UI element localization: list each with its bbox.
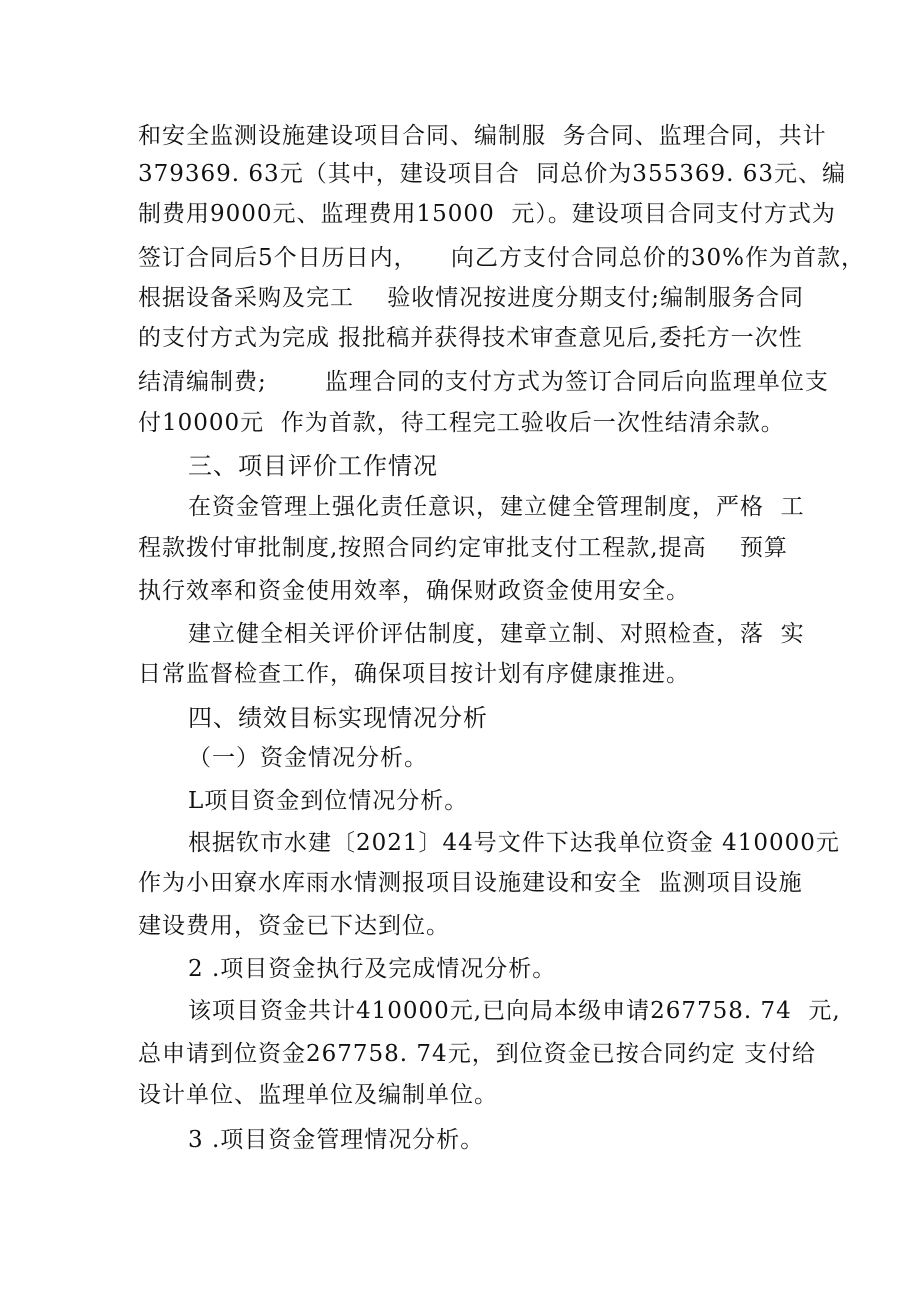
subsection-heading-1: （一）资金情况分析。 xyxy=(188,745,428,771)
section-heading-3: 三、项目评价工作情况 xyxy=(188,452,438,480)
paragraph-line-6: 的支付方式为完成 报批稿并获得技术审查意见后,委托方一次性 xyxy=(138,325,803,351)
paragraph-line-5: 根据设备采购及完工 验收情况按进度分期支付;编制服务合同 xyxy=(138,285,804,311)
paragraph-line-4: 签订合同后5个日历日内， 向乙方支付合同总价的30%作为首款， xyxy=(138,245,865,271)
item-heading-2: 2 .项目资金执行及完成情况分析。 xyxy=(188,956,557,982)
item-heading-1: L项目资金到位情况分析。 xyxy=(188,788,469,814)
paragraph-line-18: 总申请到位资金267758. 74元，到位资金已按合同约定 支付给 xyxy=(138,1041,816,1067)
paragraph-line-7: 结清编制费; 监理合同的支付方式为签订合同后向监理单位支 xyxy=(138,369,829,395)
paragraph-line-13: 日常监督检查工作，确保项目按计划有序健康推进。 xyxy=(138,661,690,687)
paragraph-line-1: 和安全监测设施建设项目合同、编制服 务合同、监理合同，共计 xyxy=(138,123,827,149)
item-heading-3: 3 .项目资金管理情况分析。 xyxy=(188,1127,485,1153)
paragraph-line-14: 根据钦市水建〔2021〕44号文件下达我单位资金 410000元 xyxy=(188,830,840,856)
paragraph-line-3: 制费用9000元、监理费用15000 元）。建设项目合同支付方式为 xyxy=(138,201,836,227)
paragraph-line-16: 建设费用，资金已下达到位。 xyxy=(138,913,450,939)
paragraph-line-12: 建立健全相关评价评估制度，建章立制、对照检查，落 实 xyxy=(188,621,805,647)
paragraph-line-17: 该项目资金共计410000元,已向局本级申请267758. 74 元, xyxy=(188,998,841,1024)
paragraph-line-10: 程款拨付审批制度,按照合同约定审批支付工程款,提高 预算 xyxy=(138,535,788,561)
paragraph-line-8: 付10000元 作为首款，待工程完工验收后一次性结清余款。 xyxy=(138,410,785,436)
paragraph-line-15: 作为小田寮水库雨水情测报项目设施建设和安全 监测项目设施 xyxy=(138,870,803,896)
paragraph-line-2: 379369. 63元（其中，建设项目合 同总价为355369. 63元、编 xyxy=(138,161,846,187)
section-heading-4: 四、绩效目标实现情况分析 xyxy=(188,704,488,732)
paragraph-line-19: 设计单位、监理单位及编制单位。 xyxy=(138,1082,498,1108)
paragraph-line-9: 在资金管理上强化责任意识，建立健全管理制度，严格 工 xyxy=(188,494,805,520)
paragraph-line-11: 执行效率和资金使用效率，确保财政资金使用安全。 xyxy=(138,578,690,604)
